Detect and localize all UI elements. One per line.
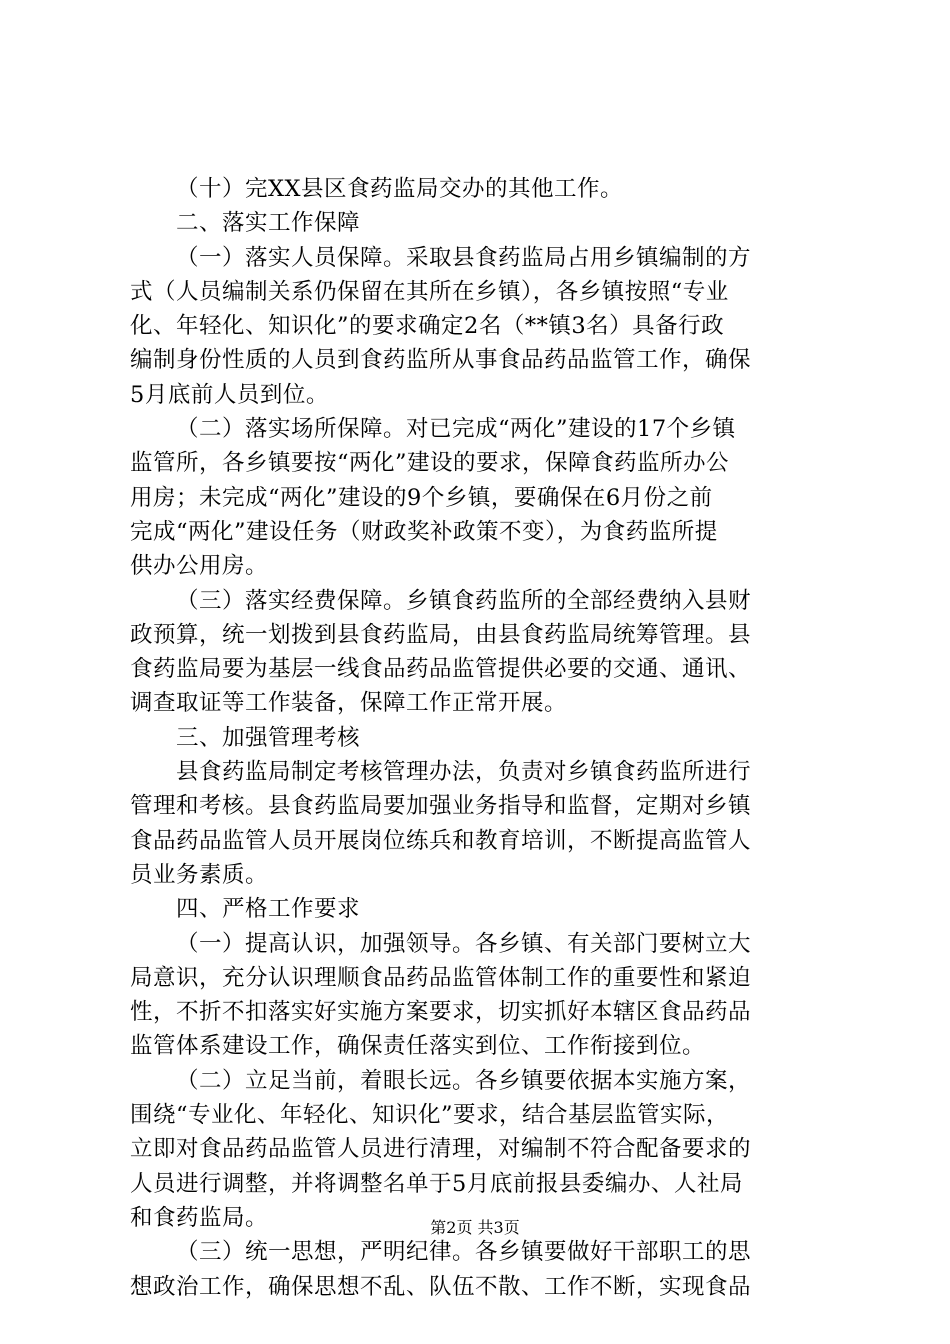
text-line: 县食药监局制定考核管理办法，负责对乡镇食药监所进行 [176, 759, 752, 786]
text-line: 二、落实工作保障 [176, 210, 361, 237]
text-line: 化、年轻化、知识化”的要求确定2名（**镇3名）具备行政 [130, 313, 725, 340]
text-line: 供办公用房。 [130, 553, 269, 580]
text-line: 人员进行调整，并将调整名单于5月底前报县委编办、人社局 [130, 1170, 743, 1197]
text-line: 立即对食品药品监管人员进行清理，对编制不符合配备要求的 [130, 1136, 752, 1163]
text-line: 用房；未完成“两化”建设的9个乡镇，要确保在6月份之前 [130, 484, 713, 511]
text-line: 食药监局要为基层一线食品药品监管提供必要的交通、通讯、 [130, 656, 752, 683]
text-line: 员业务素质。 [130, 861, 269, 888]
text-line: 式（人员编制关系仍保留在其所在乡镇），各乡镇按照“专业 [130, 278, 729, 305]
text-line: （三）落实经费保障。乡镇食药监所的全部经费纳入县财 [176, 587, 752, 614]
text-line: 管理和考核。县食药监局要加强业务指导和监督，定期对乡镇 [130, 793, 752, 820]
text-line: （三）统一思想，严明纪律。各乡镇要做好干部职工的思 [176, 1239, 752, 1266]
text-line: 局意识，充分认识理顺食品药品监管体制工作的重要性和紧迫 [130, 964, 752, 991]
text-line: 编制身份性质的人员到食药监所从事食品药品监管工作，确保 [130, 347, 752, 374]
document-body [130, 172, 830, 1304]
text-line: 性，不折不扣落实好实施方案要求，切实抓好本辖区食品药品 [130, 999, 752, 1026]
text-line: 监管体系建设工作，确保责任落实到位、工作衔接到位。 [130, 1033, 706, 1060]
text-line: 5月底前人员到位。 [130, 381, 329, 408]
page-footer: 第2页 共3页 [430, 1218, 520, 1237]
text-line: 调查取证等工作装备，保障工作正常开展。 [130, 690, 568, 717]
text-line: （一）提高认识，加强领导。各乡镇、有关部门要树立大 [176, 930, 752, 957]
text-line: （十）完XX县区食药监局交办的其他工作。 [176, 176, 624, 202]
text-line: 和食药监局。 [130, 1204, 269, 1231]
text-line: 想政治工作，确保思想不乱、队伍不散、工作不断，实现食品 [130, 1273, 752, 1300]
text-line: 围绕“专业化、年轻化、知识化”要求，结合基层监管实际， [130, 1102, 730, 1129]
text-line: （二）落实场所保障。对已完成“两化”建设的17个乡镇 [176, 416, 736, 443]
text-line: 监管所，各乡镇要按“两化”建设的要求，保障食药监所办公 [130, 450, 730, 477]
text-line: 食品药品监管人员开展岗位练兵和教育培训，不断提高监管人 [130, 827, 752, 854]
text-line: 政预算，统一划拨到县食药监局，由县食药监局统筹管理。县 [130, 621, 752, 648]
text-line: 完成“两化”建设任务（财政奖补政策不变），为食药监所提 [130, 518, 718, 545]
text-line: 四、严格工作要求 [176, 896, 361, 923]
text-line: （一）落实人员保障。采取县食药监局占用乡镇编制的方 [176, 244, 752, 271]
text-line: （二）立足当前，着眼长远。各乡镇要依据本实施方案， [176, 1067, 752, 1094]
text-line: 三、加强管理考核 [176, 724, 361, 751]
